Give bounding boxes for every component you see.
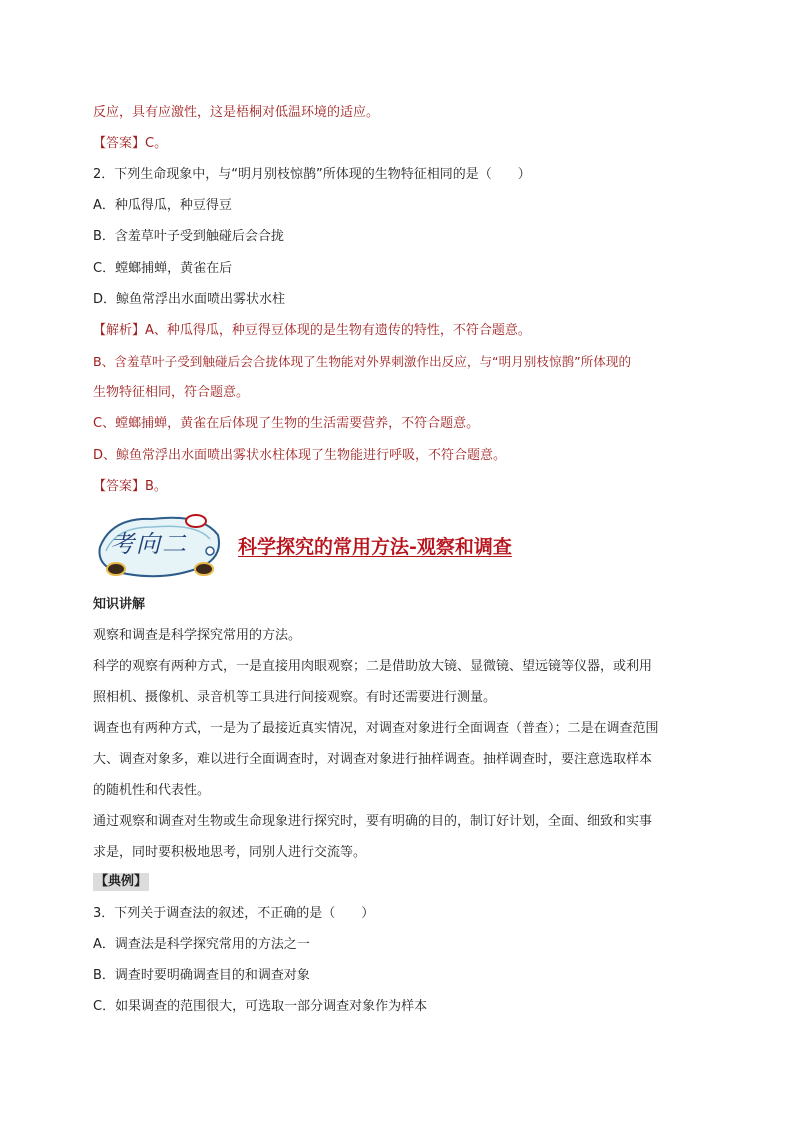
- paragraph-2-line1: 科学的观察有两种方式，一是直接用肉眼观察；二是借助放大镜、显微镜、望远镜等仪器，或利用: [93, 659, 653, 674]
- analysis-b-line2: 生物特征相同，符合题意。: [93, 385, 250, 400]
- answer-tag-2: 【答案】: [93, 479, 146, 494]
- option-d: D．鲸鱼常浮出水面喷出雾状水柱: [93, 292, 286, 307]
- q3-option-a: A．调查法是科学探究常用的方法之一: [93, 937, 310, 952]
- analysis-text: 反应，具有应激性，这是梧桐对低温环境的适应。: [93, 105, 380, 120]
- analysis-tag: 【解析】: [93, 323, 146, 338]
- q3-option-b: B．调查时要明确调查目的和调查对象: [93, 968, 310, 983]
- paragraph-1: 观察和调查是科学探究常用的方法。: [93, 628, 302, 643]
- analysis-a: [93, 322, 531, 340]
- paragraph-2-line2: 照相机、摄像机、录音机等工具进行间接观察。有时还需要进行测量。: [93, 690, 497, 705]
- analysis-b-line1: B、含羞草叶子受到触碰后会合拢体现了生物能对外界刺激作出反应，与“明月别枝惊鹊”所体现的: [93, 354, 632, 369]
- answer-value-2: B。: [145, 479, 167, 494]
- question-2: 2．下列生命现象中，与“明月别枝惊鹊”所体现的生物特征相同的是（ ）: [93, 167, 531, 182]
- option-b: B．含羞草叶子受到触碰后会合拢: [93, 229, 284, 244]
- knowledge-heading: 知识讲解: [93, 597, 146, 612]
- analysis-d: D、鲸鱼常浮出水面喷出雾状水柱体现了生物能进行呼吸，不符合题意。: [93, 448, 507, 463]
- answer-line-2: [93, 478, 167, 496]
- paragraph-3-line2: 大、调查对象多，难以进行全面调查时，对调查对象进行抽样调查。抽样调查时，要注意选取样本: [93, 752, 653, 767]
- option-a: A．种瓜得瓜，种豆得豆: [93, 198, 232, 213]
- option-c: C．螳螂捕蝉，黄雀在后: [93, 261, 233, 276]
- paragraph-4-line1: 通过观察和调查对生物或生命现象进行探究时，要有明确的目的，制订好计划，全面、细致和实事: [93, 814, 653, 829]
- analysis-a-text: A、种瓜得瓜，种豆得豆体现的是生物有遗传的特性，不符合题意。: [145, 323, 531, 338]
- answer-line: [93, 135, 167, 153]
- paragraph-3-line3: 的随机性和代表性。: [93, 783, 211, 798]
- answer-value: C。: [145, 136, 168, 151]
- paragraph-3-line1: 调查也有两种方式，一是为了最接近真实情况，对调查对象进行全面调查（普查）；二是在调查范围: [93, 721, 659, 736]
- question-3: 3．下列关于调查法的叙述，不正确的是（ ）: [93, 906, 375, 921]
- example-tag: 【典例】: [95, 874, 148, 889]
- paragraph-4-line2: 求是，同时要积极地思考，同别人进行交流等。: [93, 845, 367, 860]
- analysis-c: C、螳螂捕蝉，黄雀在后体现了生物的生活需要营养，不符合题意。: [93, 416, 480, 431]
- answer-tag: 【答案】: [93, 136, 146, 151]
- section-badge-label: 考向二: [110, 530, 188, 558]
- section-title: 科学探究的常用方法-观察和调查: [238, 536, 512, 558]
- q3-option-c: C．如果调查的范围很大，可选取一部分调查对象作为样本: [93, 999, 428, 1014]
